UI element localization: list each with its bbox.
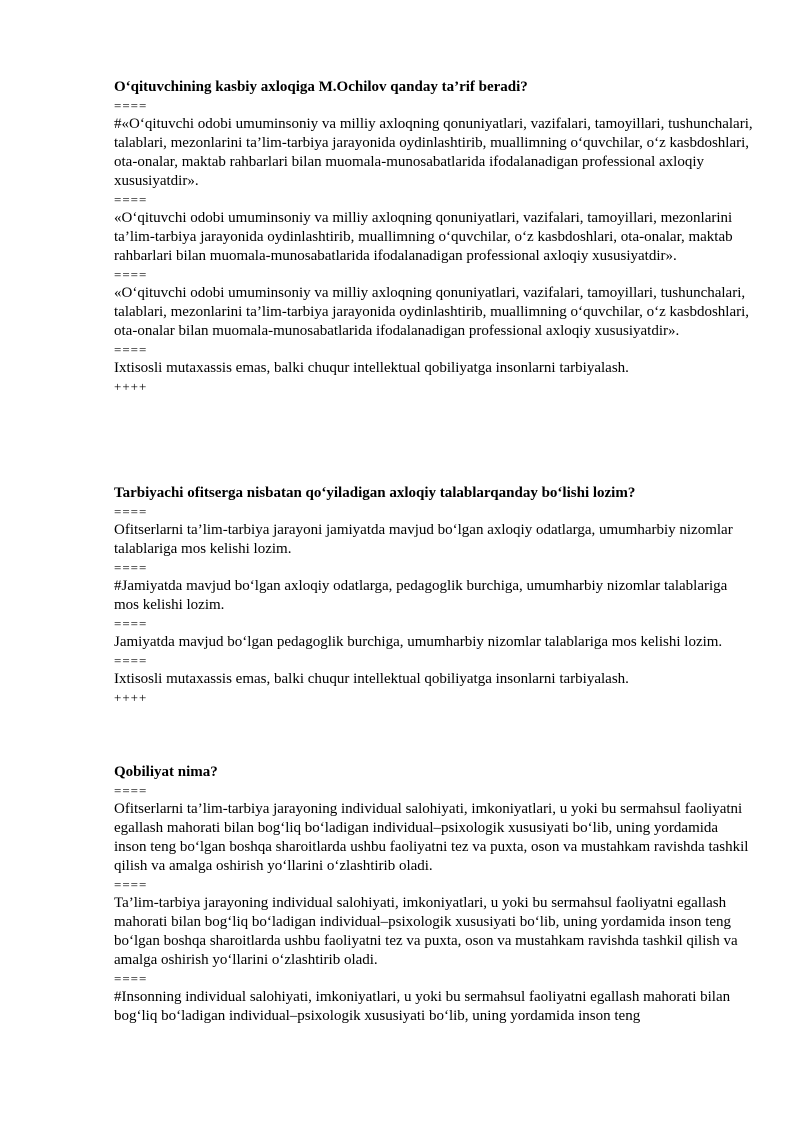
answer-option: Ofitserlarni ta’lim-tarbiya jarayoni jamiyatda mavjud bo‘lgan axloqiy odatlarga, umumharbiy nizomlar talablariga mos kelishi lozim. [114,522,733,557]
answer-option: Ta’lim-tarbiya jarayoning individual salohiyati, imkoniyatlari, u yoki bu sermahsul faoliyatni egallash mahorati bilan bog‘liq bo‘ladigan individual–psixologik xususiyati bo‘lib, uning yordamida inson teng bo‘lgan boshqa sharoitlarda ushbu faoliyatni tez va puxta, oson va mustahkam ravishda tashkil qilish va amalga oshirish yo‘llarini o‘zlashtirib oladi. [114,895,738,968]
separator: ==== [114,783,148,798]
answer-option: Ixtisosli mutaxassis emas, balki chuqur intellektual qobiliyatga insonlarni tarbiyalash. [114,360,629,376]
answer-option: Ixtisosli mutaxassis emas, balki chuqur intellektual qobiliyatga insonlarni tarbiyalash. [114,671,629,687]
separator: ==== [114,192,148,207]
answer-option: Jamiyatda mavjud bo‘lgan pedagoglik burchiga, umumharbiy nizomlar talablariga mos kelishi lozim. [114,634,723,650]
answer-option: #«O‘qituvchi odobi umuminsoniy va milliy axloqning qonuniyatlari, vazifalari, tamoyillari, tushunchalari, talablari, mezonlarini ta’lim-tarbiya jarayonida oydinlashtirib, muallimning o‘quvchilar, o‘z kasbdoshlari, ota-onalar, maktab rahbarlari bilan muomala-munosabatlarida ifodalanadigan professional axloqiy xususiyatdir». [114,116,753,189]
separator: ==== [114,877,148,892]
question-block-1 [114,78,754,396]
answer-option: «O‘qituvchi odobi umuminsoniy va milliy axloqning qonuniyatlari, vazifalari, tamoyillari, tushunchalari, talablari, mezonlarini ta’lim-tarbiya jarayonida oydinlashtirib, muallimning o‘quvchilar, o‘z kasbdoshlari, ota-onalar bilan muomala-munosabatlarida ifodalanadigan professional axloqiy xususiyatdir». [114,285,750,339]
separator: ==== [114,98,148,113]
separator: ==== [114,616,148,631]
answer-option: #Insonning individual salohiyati, imkoniyatlari, u yoki bu sermahsul faoliyatni egallash mahorati bilan bog‘liq bo‘ladigan individual–psixologik xususiyati bo‘lib, uning yordamida inson teng [114,989,731,1024]
question-title: Qobiliyat nima? [114,764,218,780]
question-block-3 [114,763,754,1026]
separator: ==== [114,560,148,575]
terminator: ++++ [114,690,148,705]
separator: ==== [114,267,148,282]
answer-option: «O‘qituvchi odobi umuminsoniy va milliy axloqning qonuniyatlari, vazifalari, tamoyillari, mezonlarini ta’lim-tarbiya jarayonida oydinlashtirib, muallimning o‘quvchilar, o‘z kasbdoshlari, ota-onalar, maktab rahbarlari bilan muomala-munosabatlarida ifodalanadigan professional axloqiy xususiyatdir». [114,210,733,264]
question-title: O‘qituvchining kasbiy axloqiga M.Ochilov qanday ta’rif beradi? [114,79,528,95]
separator: ==== [114,971,148,986]
separator: ==== [114,653,148,668]
terminator: ++++ [114,379,148,394]
question-title: Tarbiyachi ofitserga nisbatan qo‘yiladigan axloqiy talablarqanday bo‘lishi lozim? [114,485,636,501]
separator: ==== [114,504,148,519]
answer-option: #Jamiyatda mavjud bo‘lgan axloqiy odatlarga, pedagoglik burchiga, umumharbiy nizomlar talablariga mos kelishi lozim. [114,578,728,613]
separator: ==== [114,342,148,357]
answer-option: Ofitserlarni ta’lim-tarbiya jarayoning individual salohiyati, imkoniyatlari, u yoki bu sermahsul faoliyatni egallash mahorati bilan bog‘liq bo‘ladigan individual–psixologik xususiyati bo‘lib, uning yordamida inson teng bo‘lgan boshqa sharoitlarda ushbu faoliyatni tez va puxta, oson va mustahkam ravishda tashkil qilish va amalga oshirish yo‘llarini o‘zlashtirib oladi. [114,801,749,874]
question-block-2 [114,484,754,707]
